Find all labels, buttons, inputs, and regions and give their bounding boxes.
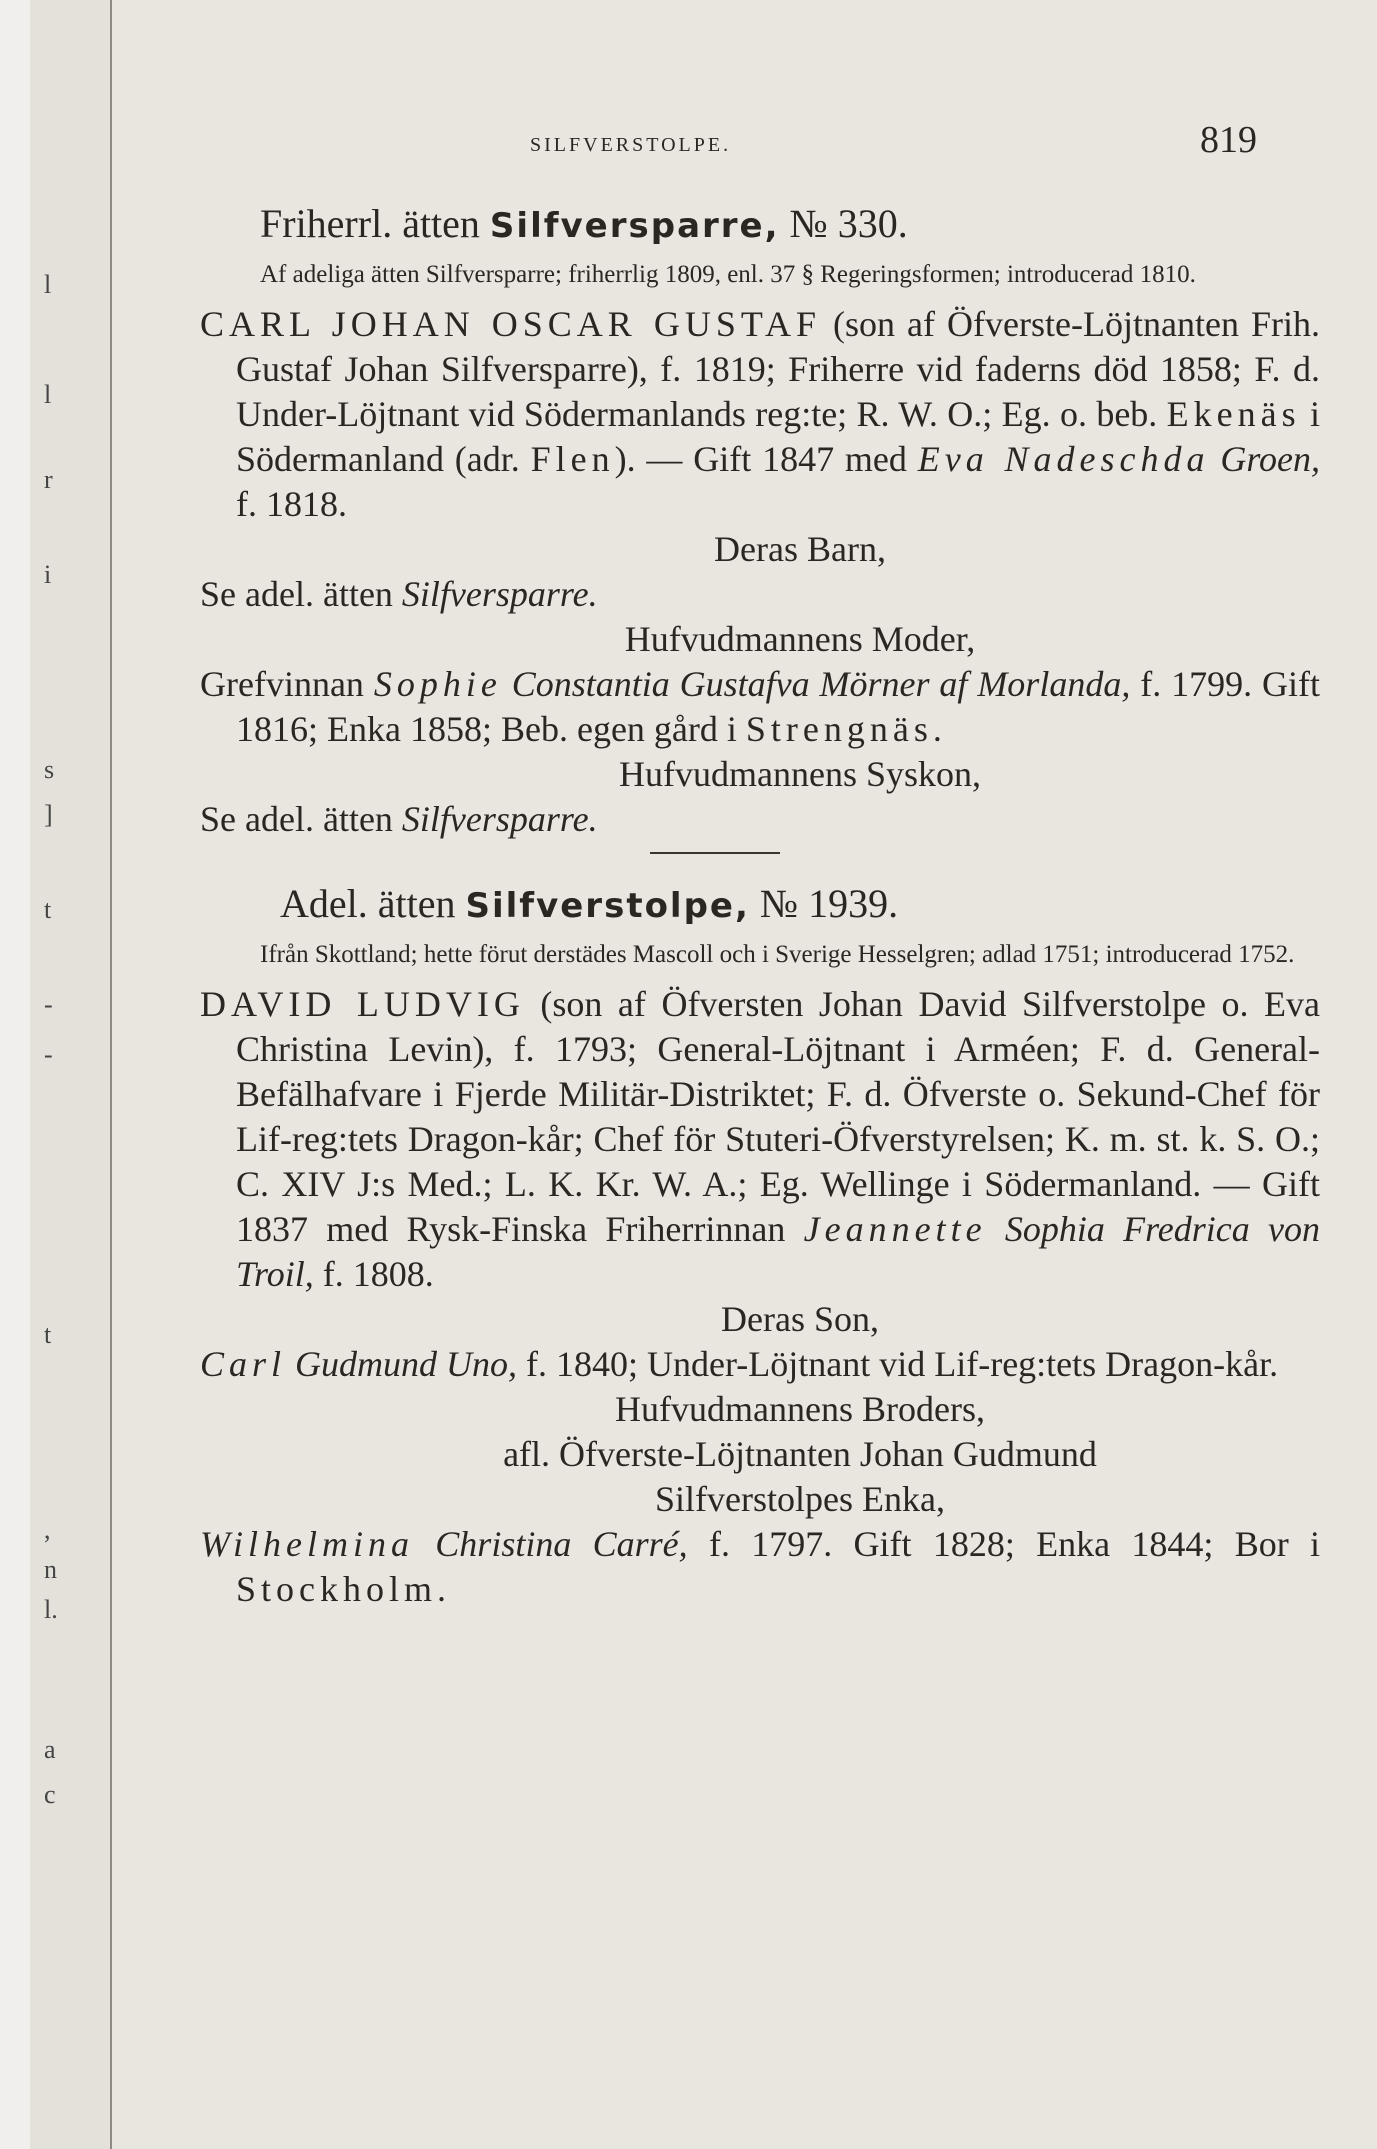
- widow-name: Christina Carré,: [414, 1523, 688, 1564]
- estate-name: Ekenäs: [1166, 393, 1301, 434]
- fragment: l.: [44, 1595, 58, 1624]
- family-heading-prefix: Friherrl. ätten: [260, 201, 480, 246]
- fragment: s: [44, 755, 55, 784]
- fragment: t: [44, 895, 52, 924]
- fragment: -: [44, 990, 53, 1019]
- brother-heading-line-2: afl. Öfverste-Löjtnanten Johan Gudmund: [503, 1433, 1097, 1474]
- children-heading: Deras Barn,: [714, 528, 886, 569]
- mother-heading: Hufvudmannens Moder,: [624, 618, 976, 659]
- head-of-family-entry: [200, 982, 1320, 1297]
- head-name: CARL JOHAN OSCAR GUSTAF: [200, 303, 821, 344]
- family-note: Ifrån Skottland; hette förut derstädes Mascoll och i Sverige Hesselgren; adlad 1751; introducerad 1752.: [260, 940, 1295, 968]
- fragment: n: [44, 1555, 57, 1584]
- son-text: f. 1840; Under-Löjtnant vid Lif-reg:tets Dragon-kår.: [517, 1343, 1279, 1384]
- widow-text: f. 1797. Gift 1828; Enka 1844; Bor i: [687, 1523, 1321, 1564]
- page-content: [200, 110, 1320, 1612]
- head-text: i Södermanland (adr.: [236, 393, 1320, 479]
- head-text: (son af Öfversten Johan David Silfverstolpe o. Eva Christina Levin), f. 1793; General-Löjtnant i Arméen; F. d. General-Befälhafvare i Fjerde Militär-Distriktet; F. d. Öfverste o. Sekund-Chef för Lif-reg:tets Dragon-kår; Chef för Stuteri-Öfverstyrelsen; K. m. st. k. S. O.; C. XIV J:s Med.; L. K. Kr. W. A.; Eg. Wellinge i Södermanland. — Gift 1837 med Rysk-Finska Friherrinnan: [236, 983, 1320, 1249]
- fragment: ]: [44, 800, 53, 829]
- brother-heading-line-1: Hufvudmannens Broders,: [615, 1388, 985, 1429]
- book-page: [112, 0, 1377, 2149]
- fragment: -: [44, 1040, 53, 1069]
- spouse-last-name: Groen,: [1209, 438, 1320, 479]
- children-text: Se adel. ätten: [200, 573, 402, 614]
- mother-text: Grefvinnan: [200, 663, 374, 704]
- fragment: a: [44, 1735, 56, 1764]
- siblings-entry: [200, 797, 1320, 842]
- mother-first-name: Sophie: [373, 663, 502, 704]
- family-heading-name: Silfverstolpe,: [465, 885, 750, 926]
- head-text: (son af Öfverste-Löjtnanten Frih. Gustaf Johan Silfversparre), f. 1819; Friherre vid faderns död 1858; F. d. Under-Löjtnant vid Södermanlands reg:te; R. W. O.; Eg. o. beb.: [236, 303, 1320, 434]
- fragment: l: [44, 380, 52, 409]
- mother-name: Constantia Gustafva Mörner af Morlanda,: [501, 663, 1131, 704]
- spouse-first-name: Jeannette: [803, 1208, 987, 1249]
- son-heading: Deras Son,: [721, 1298, 879, 1339]
- family-heading-number: № 1939.: [759, 880, 899, 926]
- widow-first-name: Wilhelmina: [200, 1523, 414, 1564]
- fragment: ,: [44, 1515, 51, 1544]
- section-divider: [650, 852, 780, 854]
- spouse-last-name: Sophia Fredrica von Troil,: [236, 1208, 1320, 1294]
- fragment: c: [44, 1780, 56, 1809]
- brother-heading-line-3: Silfverstolpes Enka,: [655, 1478, 945, 1519]
- fragment: i: [44, 560, 52, 589]
- son-entry: [200, 1342, 1320, 1387]
- running-head: [200, 110, 1320, 170]
- family-heading-number: № 330.: [789, 201, 908, 246]
- widow-residence: Stockholm.: [236, 1568, 452, 1609]
- children-ref: Silfversparre.: [401, 573, 598, 614]
- head-text: ). — Gift 1847 med: [614, 438, 918, 479]
- spouse-first-name: Eva Nadeschda: [917, 438, 1210, 479]
- previous-page-edge: [30, 0, 112, 2149]
- family-note: Af adeliga ätten Silfversparre; friherrlig 1809, enl. 37 § Regeringsformen; introducerad 1810.: [260, 261, 1196, 288]
- page-number: 819: [1200, 119, 1257, 161]
- head-name: DAVID LUDVIG: [200, 983, 525, 1024]
- mother-residence: Strengnäs.: [745, 708, 947, 749]
- siblings-ref: Silfversparre.: [401, 798, 598, 839]
- fragment: l: [44, 270, 52, 299]
- head-text: f. 1808.: [313, 1253, 434, 1294]
- siblings-heading: Hufvudmannens Syskon,: [619, 753, 981, 794]
- fragment: t: [44, 1320, 52, 1349]
- family-heading-silfverstolpe: [280, 880, 1320, 928]
- son-name: Gudmund Uno,: [286, 1343, 518, 1384]
- mother-text: f. 1799. Gift 1816; Enka 1858; Beb. egen gård i: [236, 663, 1320, 749]
- running-title: SILFVERSTOLPE.: [530, 134, 732, 156]
- children-entry: [200, 572, 1320, 617]
- mother-entry: [200, 662, 1320, 752]
- widow-entry: [200, 1522, 1320, 1612]
- siblings-text: Se adel. ätten: [200, 798, 402, 839]
- scan-margin: [0, 0, 30, 2149]
- family-heading-silfversparre: [260, 200, 1320, 248]
- son-first-name: Carl: [200, 1343, 287, 1384]
- head-text: f. 1818.: [236, 483, 347, 524]
- family-heading-prefix: Adel. ätten: [280, 880, 456, 926]
- family-heading-name: Silfversparre,: [489, 206, 780, 246]
- address: Flen: [530, 438, 615, 479]
- fragment: r: [44, 465, 53, 494]
- head-of-family-entry: [200, 302, 1320, 527]
